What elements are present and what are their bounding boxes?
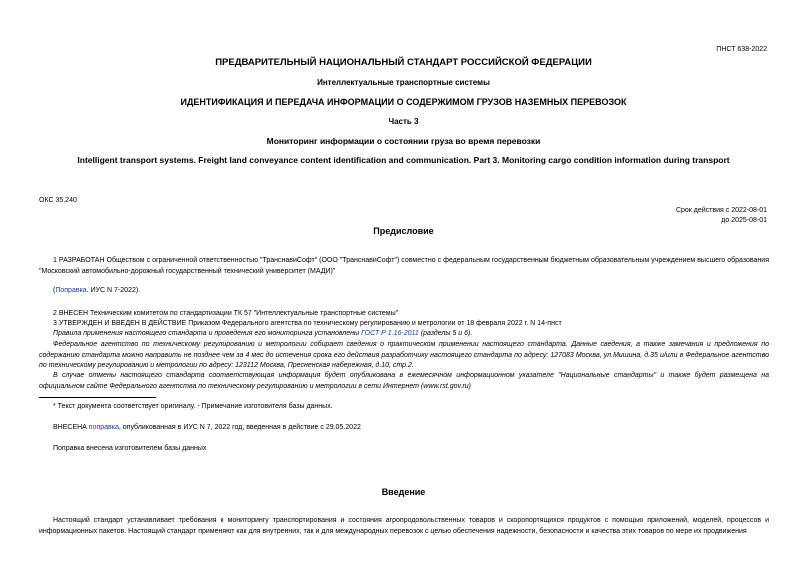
foreword-rules-sections: (разделы 5 и 6).	[418, 330, 473, 337]
english-title: Intelligent transport systems. Freight land conveyance content identification and communication. Part 3. Monitoring cargo condition information during transport	[77, 155, 730, 165]
foreword-feedback: Федеральное агентство по техническому регулированию и метрологии собирает сведения о практическом применении настоящего стандарта. Данные сведения, а также замечания и предложения по содержанию стандарта можно направить не позднее чем за 4 мес до истечения срока его действия разработчику настоящего стандарта по адресу: 127083 Москва, ул.Мишина, д.35 и/или в Федеральное агентство по техническому регулированию и метрологии по адресу: 123112 Москва, Пресненская набережная, д.10, стр.2.	[39, 341, 769, 369]
part-number: Часть 3	[388, 117, 419, 126]
validity-period	[676, 206, 767, 226]
footnote: * Текст документа соответствует оригиналу. - Примечание изготовителя базы данных.	[53, 403, 333, 410]
series-title: Интеллектуальные транспортные системы	[317, 78, 490, 87]
standard-title: ПРЕДВАРИТЕЛЬНЫЙ НАЦИОНАЛЬНЫЙ СТАНДАРТ РОССИЙСКОЙ ФЕДЕРАЦИИ	[215, 57, 592, 68]
validity-to: до 2025-08-01	[721, 217, 767, 224]
gost-link[interactable]: ГОСТ Р 1.16-2011	[361, 330, 419, 337]
foreword-rules-text: Правила применения настоящего стандарта и проведения его мониторинга установлены	[53, 330, 362, 337]
part-title: Мониторинг информации о состоянии груза во время перевозки	[266, 136, 541, 146]
amendment-link[interactable]: Поправка	[55, 287, 87, 294]
amendment-note-text: , опубликованная в ИУС N 7, 2022 год, введенная в действие с 29.05.2022	[118, 424, 361, 431]
foreword-item-1: 1 РАЗРАБОТАН Обществом с ограниченной ответственностью "ТранснавиСофт" (ООО "ТранснавиСофт") совместно с федеральным государственным бюджетным образовательным учреждением высшего образования "Московский автомобильно-дорожный государственный технический университет (МАДИ)"	[39, 257, 769, 275]
amendment-made-note: Поправка внесена изготовителем базы данных	[53, 445, 207, 452]
foreword-item-2: 2 ВНЕСЕН Техническим комитетом по стандартизации ТК 57 "Интеллектуальные транспортные системы"	[53, 310, 399, 317]
introduction-heading: Введение	[381, 487, 426, 497]
oks-code: ОКС 35.240	[39, 197, 77, 204]
validity-from: Срок действия с 2022-08-01	[675, 207, 767, 214]
main-title: ИДЕНТИФИКАЦИЯ И ПЕРЕДАЧА ИНФОРМАЦИИ О СОДЕРЖИМОМ ГРУЗОВ НАЗЕМНЫХ ПЕРЕВОЗОК	[180, 97, 627, 107]
footnote-divider	[39, 397, 156, 398]
introduction-paragraph: Настоящий стандарт устанавливает требования к мониторингу транспортирования и состояния агропродовольственных товаров и скоропортящихся продуктов с помощью приложений, моделей, процессов и информационных пакетов. Настоящий стандарт применяют как для внутренних, так и для международных перевозок с целью обеспечения надежности, безопасности и качества этих товаров по мере их продвижения	[39, 517, 769, 535]
foreword-item-3: 3 УТВЕРЖДЕН И ВВЕДЕН В ДЕЙСТВИЕ Приказом Федерального агентства по техническому регулированию и метрологии от 18 февраля 2022 г. N 14-пнст	[53, 320, 562, 327]
amendment-reference: (Поправка. ИУС N 7-2022).	[53, 287, 141, 294]
amendment-note	[53, 424, 361, 431]
amendment-note-link[interactable]: поправка	[88, 424, 119, 431]
amendment-reference-text: . ИУС N 7-2022).	[86, 287, 141, 294]
foreword-rules	[39, 329, 769, 340]
foreword-cancellation: В случае отмены настоящего стандарта соответствующая информация будет опубликована в ежемесячном информационном указателе "Национальные стандарты" и также будет размещена на официальном сайте Федерального агентства по техническому регулированию и метрологии в сети Интернет (www.rst.gov.ru)	[39, 372, 769, 390]
document-code: ПНСТ 638-2022	[716, 46, 767, 53]
foreword-heading: Предисловие	[373, 226, 434, 236]
amendment-note-prefix: ВНЕСЕНА	[53, 424, 89, 431]
